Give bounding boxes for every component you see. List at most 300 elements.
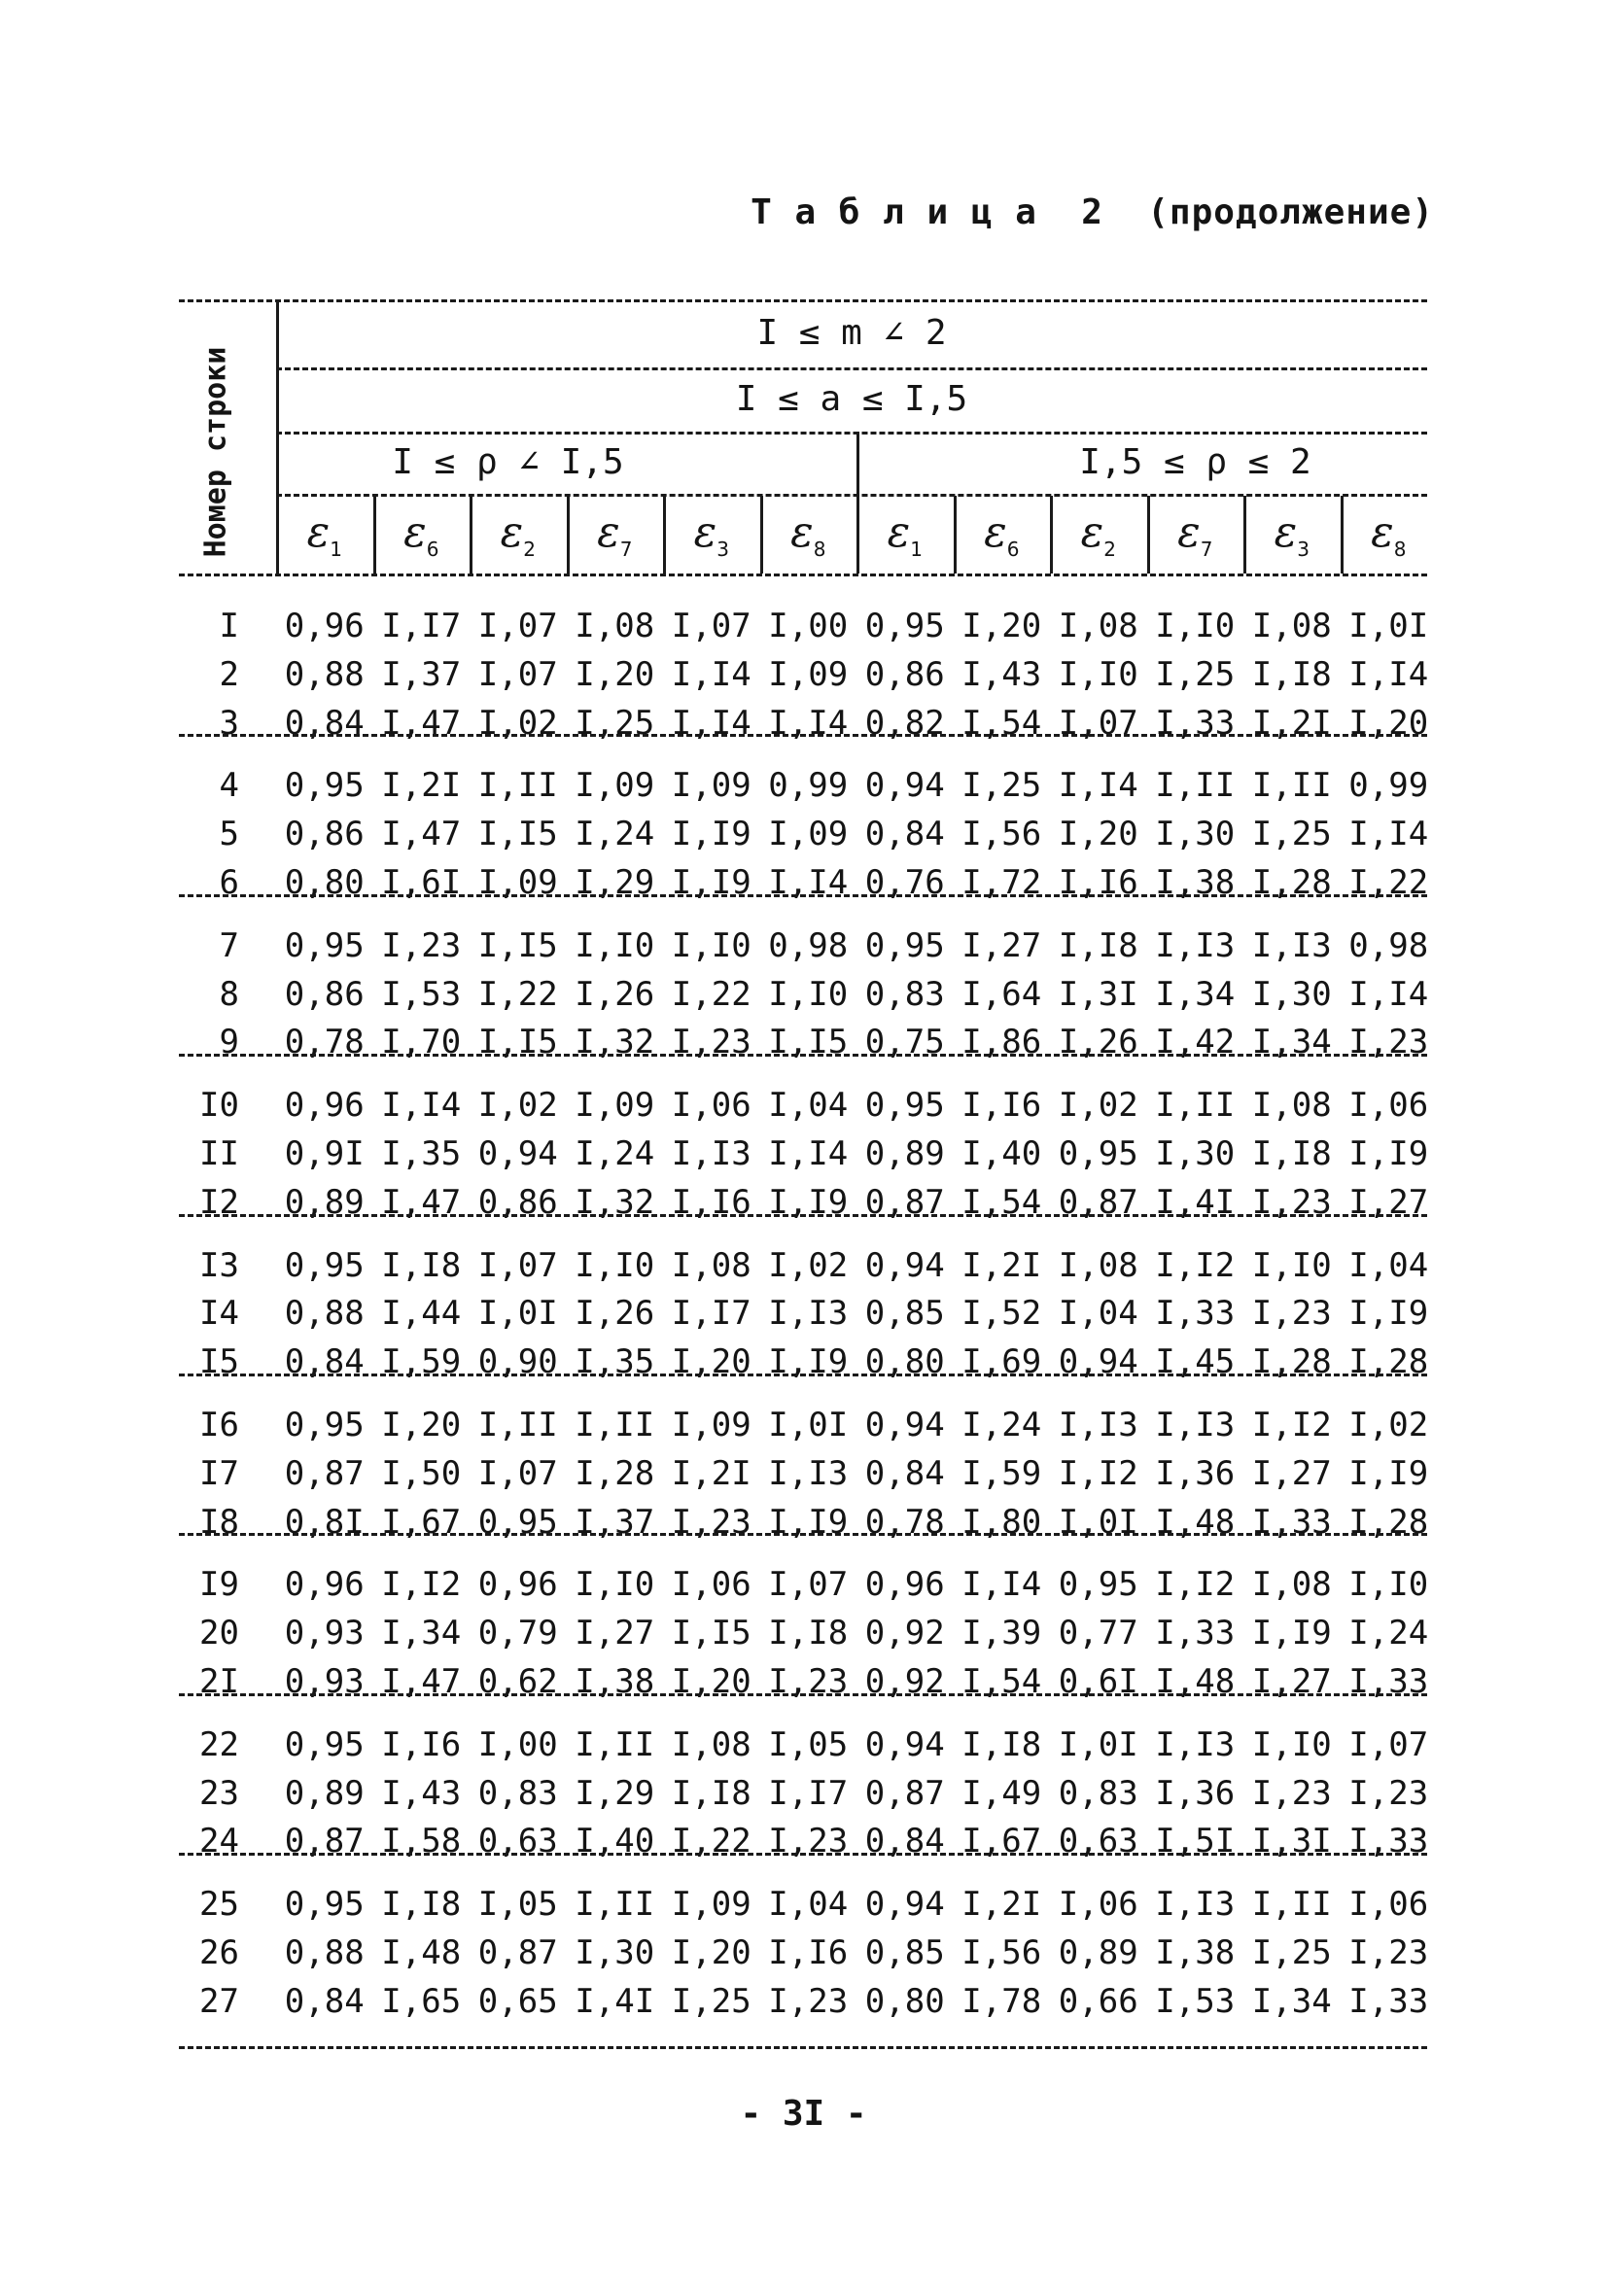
epsilon-symbol: ε: [1371, 507, 1394, 557]
table-bottom-rule: [179, 2046, 1427, 2049]
row-number: 2: [219, 654, 239, 694]
table-cell: I,3I: [1251, 1822, 1332, 1861]
table-cell: 0,87: [477, 1933, 558, 1972]
table-cell: I,07: [1058, 703, 1138, 743]
table-cell: I,20: [671, 1342, 751, 1382]
table-cell: I,I2: [1155, 1245, 1236, 1285]
table-cell: I,I6: [961, 1086, 1042, 1126]
table-cell: I,40: [961, 1134, 1042, 1173]
table-cell: I,34: [381, 1614, 462, 1653]
table-cell: I,07: [671, 607, 751, 645]
table-cell: 0,96: [284, 1086, 365, 1126]
table-cell: I,20: [575, 654, 655, 694]
table-cell: 0,77: [1058, 1614, 1138, 1653]
condition-p-right: I,5 ≤ ρ ≤ 2: [1079, 442, 1311, 482]
table-cell: I,56: [961, 815, 1042, 854]
row-number: I0: [199, 1086, 239, 1126]
table-cell: I,I8: [1251, 654, 1332, 694]
table-cell: I,48: [381, 1933, 462, 1972]
header-rule-p: [276, 494, 1427, 497]
table-cell: I,I8: [961, 1724, 1042, 1764]
header-rule-m: [276, 367, 1427, 370]
table-cell: I,04: [768, 1086, 849, 1126]
table-cell: 0,94: [477, 1134, 558, 1173]
table-cell: I,09: [575, 1086, 655, 1126]
table-cell: 0,86: [477, 1182, 558, 1222]
table-cell: I,I3: [1155, 1406, 1236, 1444]
table-cell: I,22: [671, 1822, 751, 1861]
table-cell: I,27: [1251, 1453, 1332, 1493]
epsilon-index: 6: [426, 537, 439, 561]
table-cell: I,I8: [1058, 925, 1138, 965]
epsilon-header: [663, 498, 760, 568]
table-cell: I,70: [381, 1023, 462, 1062]
table-cell: I,I7: [768, 1773, 849, 1813]
table-cell: 0,84: [864, 1453, 945, 1493]
table-cell: I,23: [381, 925, 462, 965]
table-cell: I,28: [575, 1453, 655, 1493]
table-cell: I,33: [1348, 1981, 1429, 2021]
table-cell: I,04: [768, 1885, 849, 1925]
row-number: I: [219, 607, 239, 645]
header-rule-a: [276, 432, 1427, 435]
table-cell: I,20: [671, 1933, 751, 1972]
row-number: 26: [199, 1933, 239, 1972]
table-cell: I,I3: [1058, 1406, 1138, 1444]
table-cell: 0,78: [284, 1023, 365, 1062]
table-cell: 0,94: [864, 1245, 945, 1285]
table-cell: I,I2: [1058, 1453, 1138, 1493]
table-cell: I,06: [1058, 1885, 1138, 1925]
epsilon-index: 2: [1103, 537, 1116, 561]
table-cell: 0,95: [477, 1502, 558, 1542]
table-cell: I,I0: [575, 1245, 655, 1285]
table-cell: I,78: [961, 1981, 1042, 2021]
table-cell: I,28: [1348, 1502, 1429, 1542]
table-cell: I,23: [768, 1822, 849, 1861]
table-cell: I,69: [961, 1342, 1042, 1382]
table-cell: I,I4: [768, 1134, 849, 1173]
table-cell: I,06: [1348, 1885, 1429, 1925]
table-cell: I,35: [575, 1342, 655, 1382]
epsilon-index: 7: [1200, 537, 1213, 561]
group-separator: [179, 894, 1427, 897]
row-number-header: Номер строки: [198, 346, 233, 558]
table-cell: I,II: [575, 1885, 655, 1925]
table-cell: I,I9: [1348, 1134, 1429, 1173]
table-cell: 0,95: [284, 1885, 365, 1925]
table-cell: I,I7: [671, 1294, 751, 1334]
table-cell: I,43: [961, 654, 1042, 694]
table-cell: I,50: [381, 1453, 462, 1493]
table-cell: I,25: [1251, 1933, 1332, 1972]
table-cell: 0,87: [284, 1453, 365, 1493]
table-cell: 0,84: [284, 703, 365, 743]
table-cell: I,06: [671, 1565, 751, 1605]
epsilon-symbol: ε: [1177, 507, 1201, 557]
epsilon-index: 6: [1006, 537, 1020, 561]
epsilon-symbol: ε: [403, 507, 427, 557]
epsilon-index: 1: [330, 537, 342, 561]
table-cell: I,I9: [671, 815, 751, 854]
table-cell: I,07: [477, 607, 558, 645]
table-cell: I,I4: [768, 863, 849, 902]
table-cell: 0,6I: [1058, 1662, 1138, 1701]
table-cell: I,II: [575, 1724, 655, 1764]
epsilon-header: [373, 498, 471, 568]
table-cell: 0,90: [477, 1342, 558, 1382]
table-cell: I,23: [671, 1502, 751, 1542]
table-cell: I,23: [768, 1981, 849, 2021]
epsilon-symbol: ε: [1080, 507, 1104, 557]
group-separator: [179, 1214, 1427, 1217]
epsilon-header: [470, 498, 567, 568]
table-cell: I,I7: [381, 607, 462, 645]
table-top-rule: [179, 299, 1427, 302]
table-cell: I,27: [1348, 1182, 1429, 1222]
table-cell: 0,93: [284, 1662, 365, 1701]
table-cell: I,86: [961, 1023, 1042, 1062]
table-cell: 0,82: [864, 703, 945, 743]
table-cell: I,23: [1348, 1773, 1429, 1813]
table-cell: I,06: [1348, 1086, 1429, 1126]
table-cell: I,08: [1058, 1245, 1138, 1285]
table-cell: I,I0: [1155, 607, 1236, 645]
row-number: 6: [219, 863, 239, 902]
table-cell: I,I0: [1251, 1245, 1332, 1285]
table-cell: I,29: [575, 863, 655, 902]
epsilon-symbol: ε: [887, 507, 911, 557]
table-cell: I,47: [381, 703, 462, 743]
table-cell: I,27: [575, 1614, 655, 1653]
group-separator: [179, 1054, 1427, 1057]
table-cell: I,I3: [1155, 1724, 1236, 1764]
table-cell: I,20: [671, 1662, 751, 1701]
table-cell: I,08: [1251, 1565, 1332, 1605]
table-cell: 0,63: [477, 1822, 558, 1861]
table-cell: I,25: [1155, 654, 1236, 694]
table-cell: I,I6: [768, 1933, 849, 1972]
table-cell: I,I2: [381, 1565, 462, 1605]
table-cell: I,I9: [768, 1502, 849, 1542]
table-cell: I,II: [1251, 1885, 1332, 1925]
table-cell: I,2I: [961, 1885, 1042, 1925]
table-cell: I,20: [1058, 815, 1138, 854]
table-cell: I,24: [961, 1406, 1042, 1444]
table-cell: I,I0: [768, 974, 849, 1014]
condition-p-left: I ≤ ρ ∠ I,5: [392, 442, 624, 482]
table-cell: I,25: [671, 1981, 751, 2021]
table-cell: I,33: [1348, 1822, 1429, 1861]
table-cell: I,I5: [477, 815, 558, 854]
table-cell: I,20: [961, 607, 1042, 645]
group-separator: [179, 1374, 1427, 1376]
table-cell: I,05: [477, 1885, 558, 1925]
table-cell: I,27: [961, 925, 1042, 965]
table-cell: I,08: [1251, 1086, 1332, 1126]
table-cell: 0,94: [864, 1406, 945, 1444]
table-cell: I,28: [1251, 863, 1332, 902]
table-cell: 0,96: [477, 1565, 558, 1605]
epsilon-symbol: ε: [984, 507, 1007, 557]
table-cell: I,09: [671, 766, 751, 806]
table-cell: I,I4: [1348, 654, 1429, 694]
epsilon-index: 3: [1297, 537, 1310, 561]
table-cell: 0,95: [284, 766, 365, 806]
table-cell: I,I9: [768, 1182, 849, 1222]
table-cell: I,I5: [671, 1614, 751, 1653]
table-cell: 0,84: [284, 1981, 365, 2021]
table-cell: I,27: [1251, 1662, 1332, 1701]
table-cell: I,45: [1155, 1342, 1236, 1382]
table-cell: I,22: [671, 974, 751, 1014]
table-cell: I,I4: [1058, 766, 1138, 806]
table-cell: I,34: [1251, 1023, 1332, 1062]
table-cell: I,38: [1155, 863, 1236, 902]
table-cell: 0,98: [768, 925, 849, 965]
table-cell: I,I0: [671, 925, 751, 965]
table-cell: I,0I: [477, 1294, 558, 1334]
table-cell: 0,88: [284, 1933, 365, 1972]
table-cell: I,43: [381, 1773, 462, 1813]
table-cell: I,4I: [575, 1981, 655, 2021]
row-number: 25: [199, 1885, 239, 1925]
table-cell: 0,87: [864, 1182, 945, 1222]
table-cell: 0,94: [864, 766, 945, 806]
table-cell: 0,94: [864, 1724, 945, 1764]
table-cell: 0,92: [864, 1662, 945, 1701]
table-cell: I,26: [575, 974, 655, 1014]
row-number: 4: [219, 766, 239, 806]
table-cell: I,39: [961, 1614, 1042, 1653]
table-cell: I,0I: [1058, 1724, 1138, 1764]
table-cell: I,38: [1155, 1933, 1236, 1972]
table-cell: I,52: [961, 1294, 1042, 1334]
table-cell: 0,83: [1058, 1773, 1138, 1813]
table-cell: I,67: [381, 1502, 462, 1542]
table-cell: I,23: [768, 1662, 849, 1701]
table-cell: I,22: [477, 974, 558, 1014]
row-number: 23: [199, 1773, 239, 1813]
table-cell: I,02: [768, 1245, 849, 1285]
row-number: 2I: [199, 1662, 239, 1701]
row-number: I5: [199, 1342, 239, 1382]
table-cell: I,07: [477, 654, 558, 694]
table-cell: I,65: [381, 1981, 462, 2021]
table-cell: I,33: [1348, 1662, 1429, 1701]
table-cell: I,80: [961, 1502, 1042, 1542]
table-cell: 0,78: [864, 1502, 945, 1542]
table-cell: I,2I: [961, 1245, 1042, 1285]
table-cell: I,I9: [768, 1342, 849, 1382]
epsilon-index: 1: [910, 537, 923, 561]
table-cell: 0,86: [284, 815, 365, 854]
table-cell: I,20: [381, 1406, 462, 1444]
table-cell: I,37: [381, 654, 462, 694]
table-cell: 0,95: [864, 925, 945, 965]
epsilon-symbol: ε: [597, 507, 620, 557]
table-cell: I,28: [1251, 1342, 1332, 1382]
table-cell: I,II: [575, 1406, 655, 1444]
table-cell: I,I0: [1251, 1724, 1332, 1764]
table-cell: I,23: [671, 1023, 751, 1062]
table-cell: 0,95: [1058, 1134, 1138, 1173]
table-cell: I,2I: [1251, 703, 1332, 743]
table-cell: I,38: [575, 1662, 655, 1701]
table-cell: 0,75: [864, 1023, 945, 1062]
table-cell: 0,65: [477, 1981, 558, 2021]
table-cell: 0,95: [284, 925, 365, 965]
table-cell: 0,96: [864, 1565, 945, 1605]
table-cell: I,I6: [1058, 863, 1138, 902]
table-cell: I,40: [575, 1822, 655, 1861]
table-cell: 0,84: [864, 1822, 945, 1861]
table-cell: I,54: [961, 703, 1042, 743]
epsilon-header: [1050, 498, 1147, 568]
table-cell: I,02: [1348, 1406, 1429, 1444]
table-cell: I,I2: [1251, 1406, 1332, 1444]
row-number: 22: [199, 1724, 239, 1764]
table-cell: 0,84: [864, 815, 945, 854]
table-cell: 0,99: [1348, 766, 1429, 806]
table-cell: 0,96: [284, 607, 365, 645]
table-cell: I,26: [575, 1294, 655, 1334]
table-cell: I,I9: [1348, 1453, 1429, 1493]
table-cell: I,08: [671, 1724, 751, 1764]
table-cell: I,22: [1348, 863, 1429, 902]
table-cell: I,I9: [1348, 1294, 1429, 1334]
table-cell: I,08: [1058, 607, 1138, 645]
row-number: II: [199, 1134, 239, 1173]
table-cell: I,59: [961, 1453, 1042, 1493]
table-cell: 0,95: [284, 1406, 365, 1444]
page-number: - 3I -: [740, 2094, 867, 2134]
row-number: 9: [219, 1023, 239, 1062]
table-cell: 0,87: [284, 1822, 365, 1861]
row-number: I6: [199, 1406, 239, 1444]
table-cell: I,34: [1251, 1981, 1332, 2021]
table-cell: I,4I: [1155, 1182, 1236, 1222]
table-cell: I,09: [575, 766, 655, 806]
table-cell: I,I8: [768, 1614, 849, 1653]
table-cell: I,I3: [1155, 925, 1236, 965]
table-cell: I,5I: [1155, 1822, 1236, 1861]
table-cell: I,I4: [768, 703, 849, 743]
epsilon-symbol: ε: [1274, 507, 1298, 557]
table-cell: I,32: [575, 1023, 655, 1062]
table-cell: 0,83: [477, 1773, 558, 1813]
table-cell: 0,95: [284, 1724, 365, 1764]
table-cell: I,02: [477, 1086, 558, 1126]
row-number: 20: [199, 1614, 239, 1653]
table-cell: I,I2: [1155, 1565, 1236, 1605]
table-cell: 0,88: [284, 1294, 365, 1334]
table-cell: I,34: [1155, 974, 1236, 1014]
table-cell: 0,87: [1058, 1182, 1138, 1222]
condition-a: I ≤ a ≤ I,5: [735, 379, 968, 419]
table-cell: I,09: [768, 654, 849, 694]
table-cell: I,37: [575, 1502, 655, 1542]
epsilon-index: 2: [523, 537, 536, 561]
table-cell: I,I3: [768, 1453, 849, 1493]
table-cell: I,I9: [1251, 1614, 1332, 1653]
table-cell: 0,63: [1058, 1822, 1138, 1861]
table-cell: I,09: [671, 1885, 751, 1925]
table-cell: 0,87: [864, 1773, 945, 1813]
epsilon-index: 8: [1393, 537, 1407, 561]
table-cell: I,I9: [671, 863, 751, 902]
table-cell: I,I0: [1348, 1565, 1429, 1605]
table-cell: 0,80: [864, 1342, 945, 1382]
table-cell: 0,85: [864, 1294, 945, 1334]
row-number: I7: [199, 1453, 239, 1493]
epsilon-index: 3: [716, 537, 729, 561]
table-cell: 0,9I: [284, 1134, 365, 1173]
table-cell: I,I3: [1251, 925, 1332, 965]
table-cell: I,04: [1058, 1294, 1138, 1334]
table-cell: I,08: [1251, 607, 1332, 645]
row-number: I3: [199, 1245, 239, 1285]
table-cell: I,I0: [1058, 654, 1138, 694]
table-cell: I,I6: [671, 1182, 751, 1222]
table-cell: I,3I: [1058, 974, 1138, 1014]
group-separator: [179, 734, 1427, 737]
table-cell: I,53: [1155, 1981, 1236, 2021]
table-cell: 0,84: [284, 1342, 365, 1382]
table-cell: I,02: [1058, 1086, 1138, 1126]
table-cell: I,00: [477, 1724, 558, 1764]
table-cell: I,67: [961, 1822, 1042, 1861]
table-cell: I,6I: [381, 863, 462, 902]
condition-m: I ≤ m ∠ 2: [756, 313, 947, 353]
epsilon-index: 7: [619, 537, 633, 561]
table-cell: I,I8: [381, 1245, 462, 1285]
epsilon-symbol: ε: [500, 507, 524, 557]
table-cell: I,44: [381, 1294, 462, 1334]
table-cell: I,2I: [671, 1453, 751, 1493]
table-cell: I,25: [575, 703, 655, 743]
table-cell: I,05: [768, 1724, 849, 1764]
table-cell: I,II: [477, 766, 558, 806]
row-number: I4: [199, 1294, 239, 1334]
table-cell: I,25: [1251, 815, 1332, 854]
epsilon-header: [954, 498, 1051, 568]
table-cell: 0,8I: [284, 1502, 365, 1542]
table-cell: I,53: [381, 974, 462, 1014]
row-number: I9: [199, 1565, 239, 1605]
table-cell: 0,66: [1058, 1981, 1138, 2021]
row-number: 3: [219, 703, 239, 743]
table-cell: I,I3: [671, 1134, 751, 1173]
epsilon-symbol: ε: [693, 507, 717, 557]
table-cell: I,54: [961, 1662, 1042, 1701]
table-cell: I,I4: [1348, 974, 1429, 1014]
table-cell: I,I4: [671, 654, 751, 694]
table-cell: I,30: [1155, 1134, 1236, 1173]
table-cell: I,24: [1348, 1614, 1429, 1653]
table-cell: I,I5: [768, 1023, 849, 1062]
table-cell: I,20: [1348, 703, 1429, 743]
table-cell: I,I8: [671, 1773, 751, 1813]
table-cell: I,08: [671, 1245, 751, 1285]
table-cell: 0,95: [864, 1086, 945, 1126]
table-cell: I,II: [1251, 766, 1332, 806]
table-cell: 0,80: [284, 863, 365, 902]
table-cell: I,I6: [381, 1724, 462, 1764]
table-cell: I,I4: [671, 703, 751, 743]
table-cell: I,02: [477, 703, 558, 743]
table-cell: I,I4: [1348, 815, 1429, 854]
